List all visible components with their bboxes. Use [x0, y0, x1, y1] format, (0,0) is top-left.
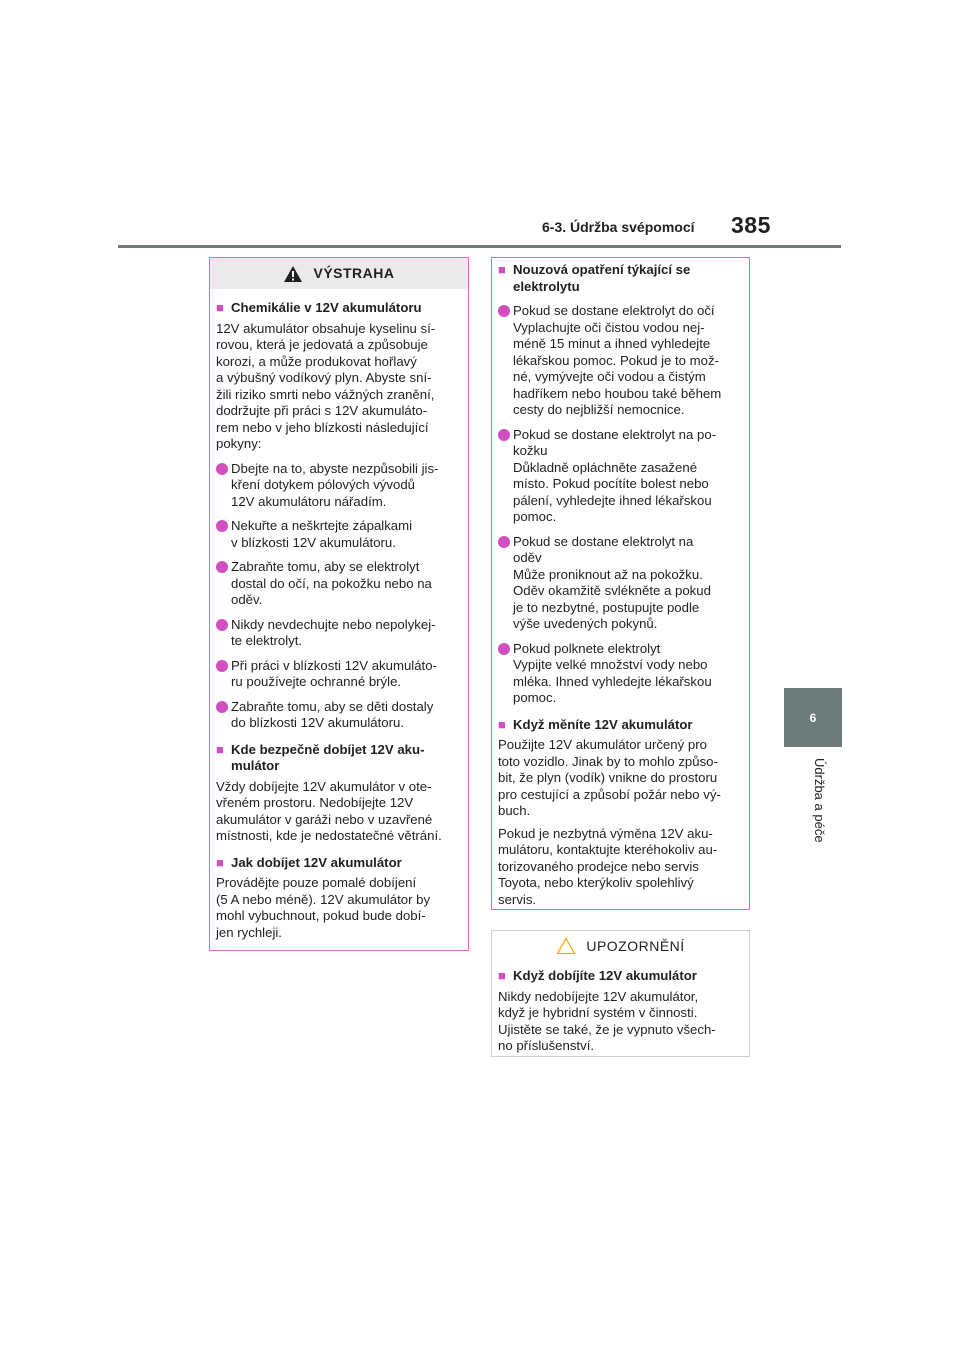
- list-item: Pokud polknete elektrolyt Vypijte velké množství vody nebo mléka. Ihned vyhledejte lékařskou pomoc.: [498, 641, 742, 707]
- list-item: Pokud se dostane elektrolyt na po- kožku Důkladně opláchněte zasažené místo. Pokud pocítíte bolest nebo pálení, vyhledejte ihned lékařskou pomoc.: [498, 427, 742, 526]
- round-bullet-icon: [216, 520, 228, 532]
- square-bullet-icon: ■: [498, 716, 506, 732]
- paragraph: 12V akumulátor obsahuje kyselinu sí- rovou, která je jedovatá a způsobuje korozi, a může produkovat hořlavý a výbušný vodíkový plyn. Abyste sní- žili riziko smrti nebo vážných zranění, dodržujte při práci s 12V akumuláto- rem nebo v jeho blízkosti následující pokyny:: [216, 320, 436, 451]
- list-item: Nikdy nevdechujte nebo nepolykej- te elektrolyt.: [216, 617, 461, 650]
- square-bullet-icon: ■: [498, 968, 506, 983]
- caution-triangle-icon: [556, 937, 576, 955]
- section-heading: ■ Jak dobíjet 12V akumulátor: [216, 854, 402, 870]
- list-item: Pokud se dostane elektrolyt na oděv Může proniknout až na pokožku. Oděv okamžitě svlékněte a pokud je to nezbytné, postupujte podle výše uvedených pokynů.: [498, 534, 742, 633]
- square-bullet-icon: ■: [498, 262, 506, 277]
- round-bullet-icon: [216, 701, 228, 713]
- list-item: Zabraňte tomu, aby se děti dostaly do blízkosti 12V akumulátoru.: [216, 699, 461, 732]
- section-heading: ■ Chemikálie v 12V akumulátoru: [216, 300, 422, 315]
- round-bullet-icon: [216, 463, 228, 475]
- section-heading: ■ Nouzová opatření týkající se elektrolytu: [498, 262, 691, 294]
- caution-title: UPOZORNĚNÍ: [586, 937, 685, 954]
- chapter-label-text: Údržba a péče: [812, 758, 827, 843]
- square-bullet-icon: ■: [216, 741, 224, 757]
- warning-title: VÝSTRAHA: [313, 265, 395, 282]
- paragraph: Pokud je nezbytná výměna 12V aku- mulátoru, kontaktujte kteréhokoliv au- torizovaného prodejce nebo servis Toyota, nebo kterýkoliv spolehlivý servis.: [498, 825, 718, 907]
- header-divider: [118, 245, 841, 248]
- caution-box: [491, 930, 750, 1057]
- chapter-label: [813, 758, 827, 858]
- paragraph: Provádějte pouze pomalé dobíjení (5 A nebo méně). 12V akumulátor by mohl vybuchnout, pokud bude dobí- jen rychleji.: [216, 875, 431, 940]
- list-item: Při práci v blízkosti 12V akumuláto- ru používejte ochranné brýle.: [216, 658, 461, 691]
- section-title: 6-3. Údržba svépomocí: [542, 219, 695, 235]
- warning-continuation-box: [491, 257, 750, 910]
- round-bullet-icon: [216, 619, 228, 631]
- chapter-tab: 6: [784, 688, 842, 747]
- list-item: Dbejte na to, abyste nezpůsobili jis- kření dotykem pólových vývodů 12V akumulátoru nářadím.: [216, 461, 461, 511]
- round-bullet-icon: [498, 536, 510, 548]
- round-bullet-icon: [498, 643, 510, 655]
- paragraph: Nikdy nedobíjejte 12V akumulátor, když je hybridní systém v činnosti. Ujistěte se také, že je vypnuto všech- no příslušenství.: [498, 988, 716, 1053]
- page-number: 385: [731, 212, 771, 238]
- section-heading: ■ Kde bezpečně dobíjet 12V aku- mulátor: [216, 741, 425, 773]
- warning-triangle-icon: [283, 265, 303, 283]
- list-item: Zabraňte tomu, aby se elektrolyt dostal do očí, na pokožku nebo na oděv.: [216, 559, 461, 609]
- section-heading: ■ Když měníte 12V akumulátor: [498, 716, 693, 732]
- warning-box: [209, 257, 469, 951]
- round-bullet-icon: [498, 429, 510, 441]
- section-heading: ■ Když dobíjíte 12V akumulátor: [498, 968, 697, 983]
- warning-title-bar: [210, 258, 468, 289]
- caution-title-bar: [492, 931, 749, 961]
- round-bullet-icon: [498, 305, 510, 317]
- list-item: Pokud se dostane elektrolyt do očí Vyplachujte oči čistou vodou nej- méně 15 minut a ihned vyhledejte lékařskou pomoc. Pokud je to mož- né, vymývejte oči vodou a čistým hadříkem nebo houbou také během cesty do nejbližší nemocnice.: [498, 303, 742, 419]
- paragraph: Použijte 12V akumulátor určený pro toto vozidlo. Jinak by to mohlo způso- bit, že plyn (vodík) vnikne do prostoru pro cestující a způsobí požár nebo vý- buch.: [498, 737, 721, 818]
- list-item: Nekuřte a neškrtejte zápalkami v blízkosti 12V akumulátoru.: [216, 518, 461, 551]
- square-bullet-icon: ■: [216, 854, 224, 870]
- square-bullet-icon: ■: [216, 300, 224, 315]
- round-bullet-icon: [216, 561, 228, 573]
- paragraph: Vždy dobíjejte 12V akumulátor v ote- vřeném prostoru. Nedobíjejte 12V akumulátor v garáži nebo v uzavřené místnosti, kde je nedostatečné větrání.: [216, 778, 442, 843]
- round-bullet-icon: [216, 660, 228, 672]
